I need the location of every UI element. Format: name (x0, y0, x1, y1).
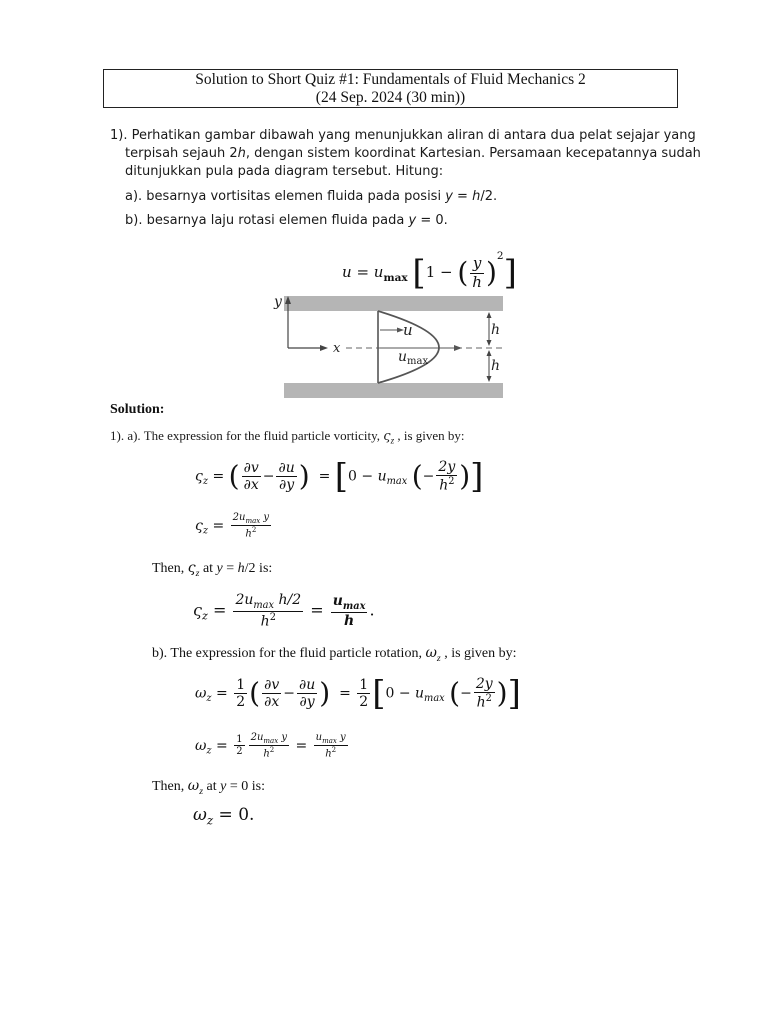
umax-label: $u_{max}$ (398, 349, 429, 367)
document-title: Solution to Short Quiz #1: Fundamentals of Fluid Mechanics 2 (195, 71, 586, 88)
problem-line-2: terpisah sejauh 2h, dengan sistem koordinat Kartesian. Persamaan kecepatannya sudah (125, 146, 701, 161)
flow-diagram (270, 292, 510, 402)
then-b-text: Then, $\omega_z$ at y = 0 is: (152, 778, 265, 797)
h-bottom-label: h (491, 358, 501, 374)
solution-a-intro: 1). a). The expression for the fluid particle vorticity, $\varsigma_z$ , is given by: (110, 428, 465, 446)
u-label: u (403, 321, 413, 339)
x-axis-arrow (320, 345, 328, 351)
solution-heading: Solution: (110, 402, 165, 417)
title-box (103, 69, 678, 108)
problem-line-3: ditunjukkan pula pada diagram tersebut. Hitung: (125, 164, 444, 179)
top-plate (284, 296, 503, 311)
bottom-plate (284, 383, 503, 398)
problem-line-1: 1). Perhatikan gambar dibawah yang menunjukkan aliran di antara dua pelat sejajar yang (110, 128, 696, 143)
rotation-equation-2: $\omega_z$ = $\frac{1}{2}$ $\frac{2u_{max} y}{h^2}$ = $\frac{u_{max} y}{h^2}$ (195, 732, 346, 760)
problem-part-a: a). besarnya vortisitas elemen fluida pada posisi y = h/2. (125, 189, 498, 204)
rotation-equation-1: $\omega_z$ = $\frac{1}{2}$ ( $\frac{\partial v}{\partial x}$ − $\frac{\partial u}{\partial y}$ ) = $\frac{1}{2}$ [$0 - u_{max}$ (− $\frac{2y}{h^2}$ )] (195, 673, 521, 714)
problem-part-b: b). besarnya laju rotasi elemen fluida pada y = 0. (125, 213, 448, 228)
h-top-label: h (491, 322, 501, 338)
velocity-equation: $u = u_{max}$ [1 − ( $\frac{y}{h}$ )$^2$] (342, 250, 517, 293)
then-a-text: Then, $\varsigma_z$ at y = h/2 is: (152, 560, 273, 579)
vorticity-equation-2: $\varsigma_z$ = $\frac{2u_{max} y}{h^2}$ (195, 512, 270, 540)
umax-arrow-head (454, 345, 462, 351)
document-date: (24 Sep. 2024 (30 min)) (315, 89, 466, 106)
solution-b-intro: b). The expression for the fluid particle rotation, $\omega_z$ , is given by: (152, 645, 517, 664)
rotation-result: $\omega_z = 0$. (193, 805, 255, 828)
vorticity-result: $\varsigma_z$ = $\frac{2u_{max} h/2}{h^2}$ = $\frac{u_{max}}{h}$ . (193, 592, 375, 630)
x-axis-label: x (333, 341, 341, 356)
y-axis-label: y (274, 294, 282, 310)
vorticity-equation-1: $\varsigma_z$ = ( $\frac{\partial v}{\partial x}$ − $\frac{\partial u}{\partial y}$ ) = [$0 - u_{max}$ (− $\frac{2y}{h^2}$ )] (195, 456, 484, 497)
